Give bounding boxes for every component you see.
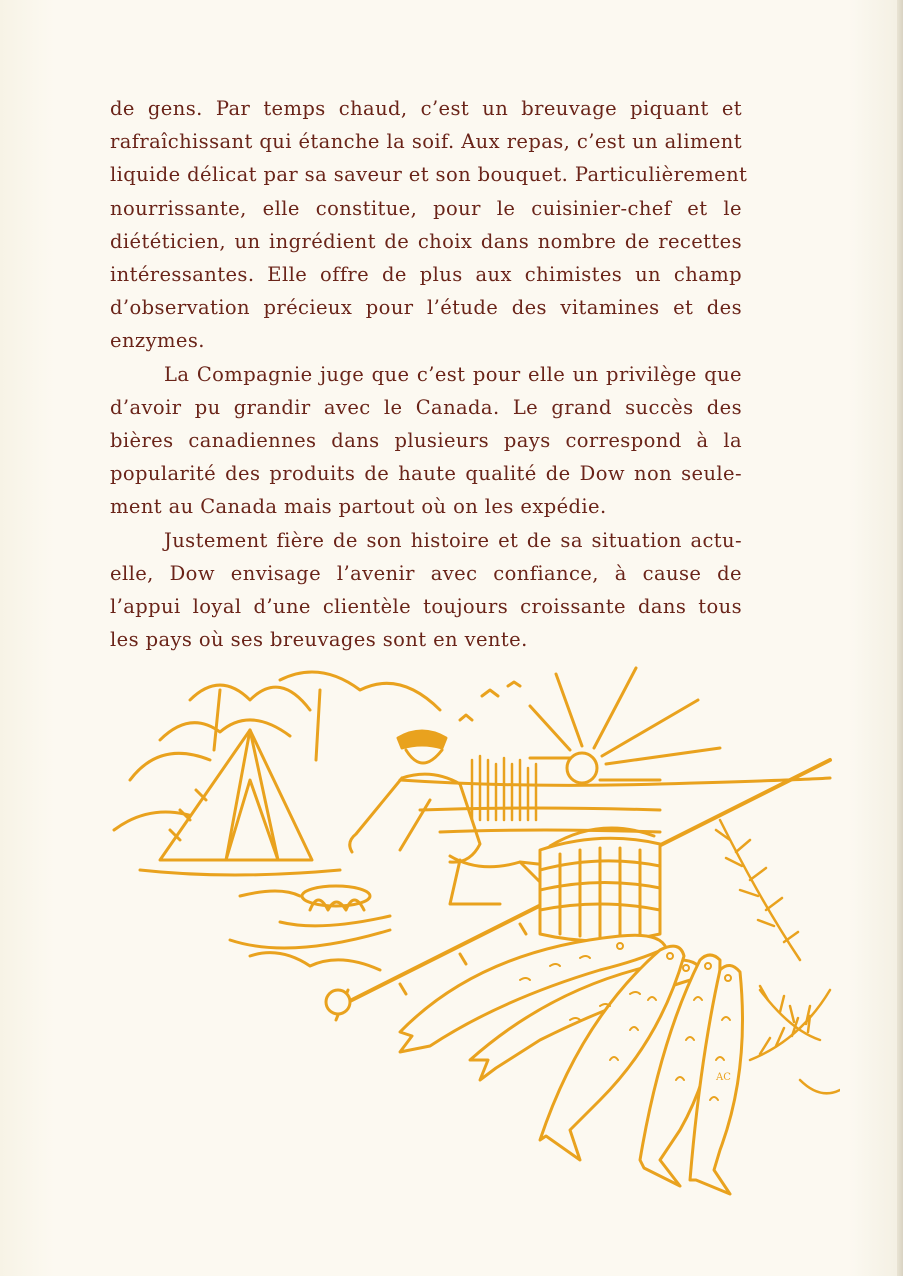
text-line: elle, Dow envisage l’avenir avec confiance, à cause de [110,561,742,585]
text-line: d’observation précieux pour l’étude des vitamines et des [110,296,742,320]
text-line: rafraîchissant qui étanche la soif. Aux repas, c’est un aliment [110,130,742,154]
page-edge [897,0,903,1276]
text-line: de gens. Par temps chaud, c’est un breuvage piquant et [110,97,742,120]
text-line: diététicien, un ingrédient de choix dans nombre de recettes [110,229,742,253]
text-line: enzymes. [110,329,205,353]
artist-signature: AC [716,1072,731,1083]
text-line: bières canadiennes dans plusieurs pays correspond à la [110,429,742,453]
campfire-icon [230,886,390,970]
camper-man-icon [350,731,556,904]
tent-icon [140,730,340,875]
paragraph-3 [110,524,742,657]
body-text [110,92,748,656]
text-line: Justement fière de son histoire et de sa situation actu- [164,528,742,552]
text-line: les pays où ses breuvages sont en vente. [110,628,528,652]
text-line: popularité des produits de haute qualité de Dow non seule- [110,462,742,486]
text-line: nourrissante, elle constitue, pour le cuisinier-chef et le [110,196,742,220]
text-line: intéressantes. Elle offre de plus aux chimistes un champ [110,263,742,287]
text-line: liquide délicat par sa saveur et son bouquet. Particulièrement [110,163,748,187]
camp-fishing-illustration [100,660,840,1200]
paragraph-1 [110,92,748,358]
text-line: l’appui loyal d’une clientèle toujours croissante dans tous [110,595,742,619]
reeds-icon [472,756,536,820]
text-line: La Compagnie juge que c’est pour elle un privilège que [164,362,742,386]
fish-catch-icon [400,935,743,1194]
paragraph-2 [110,358,742,524]
leaf-icon [750,990,840,1093]
creel-basket-icon [540,828,660,941]
sun-icon [530,668,720,783]
text-line: d’avoir pu grandir avec le Canada. Le grand succès des [110,395,742,419]
text-line: ment au Canada mais partout où on les expédie. [110,495,607,519]
birds-icon [460,682,520,720]
